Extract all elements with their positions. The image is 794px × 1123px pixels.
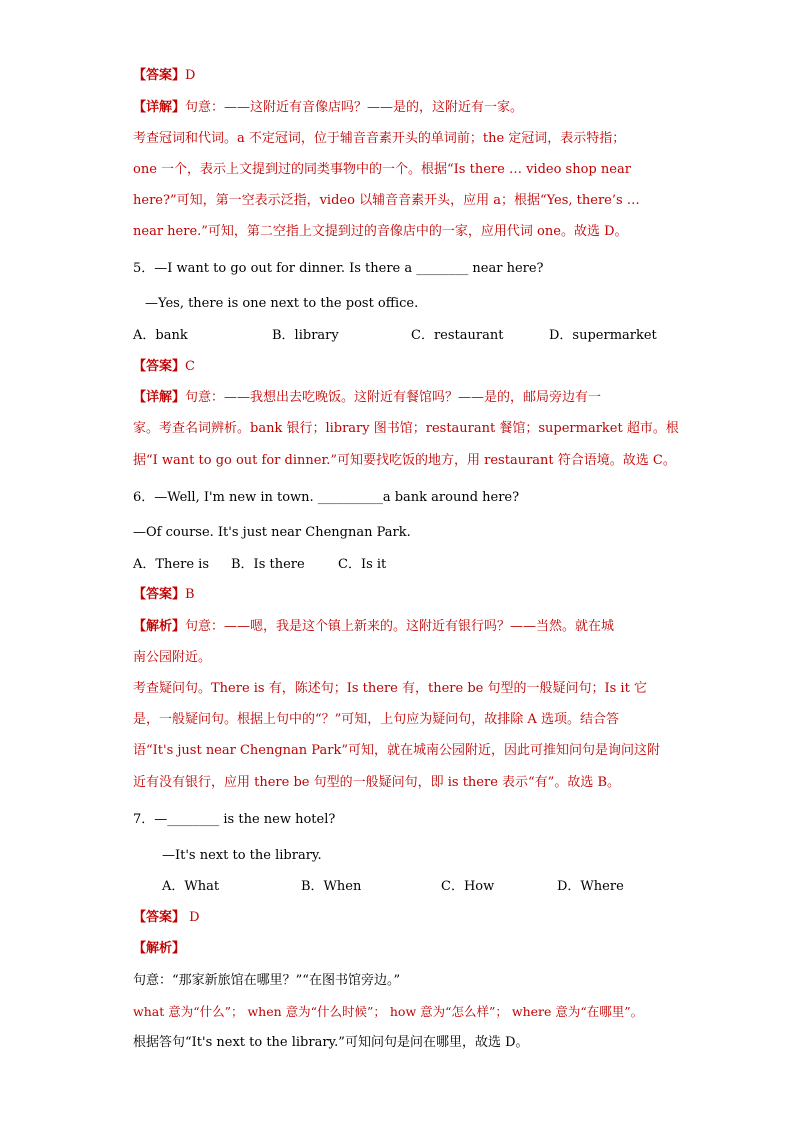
q4-detail-line-3: one 一个，表示上文提到过的同类事物中的一个。根据“Is there … video shop near: [133, 162, 631, 177]
q5-detail-line-1: 【详解】句意：——我想出去吃晚饭。这附近有餐馆吗？——是的，邮局旁边有一: [133, 390, 602, 405]
q5-stem: 5．—I want to go out for dinner. Is there a ________ near here?: [133, 261, 544, 276]
q6-analysis-line-1: 【解析】句意：——嗯，我是这个镇上新来的。这附近有银行吗？——当然。就在城: [133, 619, 615, 634]
q5-option-d: D．supermarket: [549, 328, 657, 343]
q6-option-b: B．Is there: [231, 557, 305, 572]
q4-detail-line-2: 考查冠词和代词。a 不定冠词，位于辅音音素开头的单词前；the 定冠词，表示特指；: [133, 131, 626, 146]
answer-value: B: [185, 587, 195, 602]
q7-option-b: B．When: [301, 879, 362, 894]
q4-detail-line-5: near here.”可知，第二空指上文提到过的音像店中的一家，应用代词 one。故选 D。: [133, 224, 628, 239]
q6-option-a: A．There is: [133, 557, 209, 572]
q4-detail-line-1: 【详解】句意：——这附近有音像店吗？——是的，这附近有一家。: [133, 100, 524, 115]
q7-analysis-line-1: 句意：“那家新旅馆在哪里？”“在图书馆旁边。”: [133, 973, 401, 988]
q6-reply: —Of course. It's just near Chengnan Park.: [133, 525, 411, 540]
q7-analysis-heading: [133, 939, 185, 959]
q5-option-b: B．library: [272, 328, 339, 343]
q4-detail-line-4: here?”可知，第一空表示泛指，video 以辅音音素开头，应用 a；根据“Yes, there’s …: [133, 193, 640, 208]
analysis-tag: 【解析】: [133, 941, 186, 956]
q6-analysis-line-4: 是，一般疑问句。根据上句中的“？”可知，上句应为疑问句，故排除 A 选项。结合答: [133, 712, 619, 727]
q7-option-d: D．Where: [557, 879, 624, 894]
detail-tag: 【详解】: [133, 100, 186, 115]
q5-detail-line-3: 据“I want to go out for dinner.”可知要找吃饭的地方，用 restaurant 符合语境。故选 C。: [133, 453, 676, 468]
q7-stem: 7．—________ is the new hotel?: [133, 812, 336, 827]
q5-detail-line-2: 家。考查名词辨析。bank 银行；library 图书馆；restaurant 餐馆；supermarket 超市。根: [133, 421, 679, 436]
q7-option-a: A．What: [162, 879, 220, 894]
q5-option-c: C．restaurant: [411, 328, 504, 343]
q7-option-c: C．How: [441, 879, 495, 894]
q7-reply: —It's next to the library.: [162, 848, 322, 863]
q5-answer-line: [133, 357, 195, 377]
q4-answer-line: [133, 66, 195, 86]
answer-value: D: [185, 910, 200, 925]
q7-analysis-line-2: what 意为“什么”； when 意为“什么时候”； how 意为“怎么样”； where 意为“在哪里”。: [133, 1004, 644, 1019]
answer-tag: 【答案】: [133, 359, 186, 374]
answer-tag: 【答案】: [133, 68, 186, 83]
q7-analysis-line-3: 根据答句“It's next to the library.”可知问句是问在哪里，故选 D。: [133, 1035, 529, 1050]
q5-reply: —Yes, there is one next to the post office.: [145, 296, 419, 311]
q6-stem: 6．—Well, I'm new in town. __________a bank around here?: [133, 490, 520, 505]
q6-analysis-line-2: 南公园附近。: [133, 650, 212, 665]
answer-tag: 【答案】: [133, 587, 186, 602]
detail-tag: 【详解】: [133, 390, 186, 405]
q6-answer-line: [133, 585, 195, 605]
q7-answer-line: [133, 908, 200, 928]
q6-analysis-line-3: 考查疑问句。There is 有，陈述句；Is there 有，there be 句型的一般疑问句；Is it 它: [133, 681, 647, 696]
answer-tag: 【答案】: [133, 910, 186, 925]
q6-analysis-line-5: 语“It's just near Chengnan Park”可知，就在城南公园附近，因此可推知问句是询问这附: [133, 743, 660, 758]
answer-value: D: [185, 68, 196, 83]
answer-value: C: [185, 359, 195, 374]
q5-option-a: A．bank: [133, 328, 188, 343]
q6-analysis-line-6: 近有没有银行，应用 there be 句型的一般疑问句，即 is there 表示“有”。故选 B。: [133, 775, 621, 790]
analysis-tag: 【解析】: [133, 619, 186, 634]
q6-option-c: C．Is it: [338, 557, 387, 572]
